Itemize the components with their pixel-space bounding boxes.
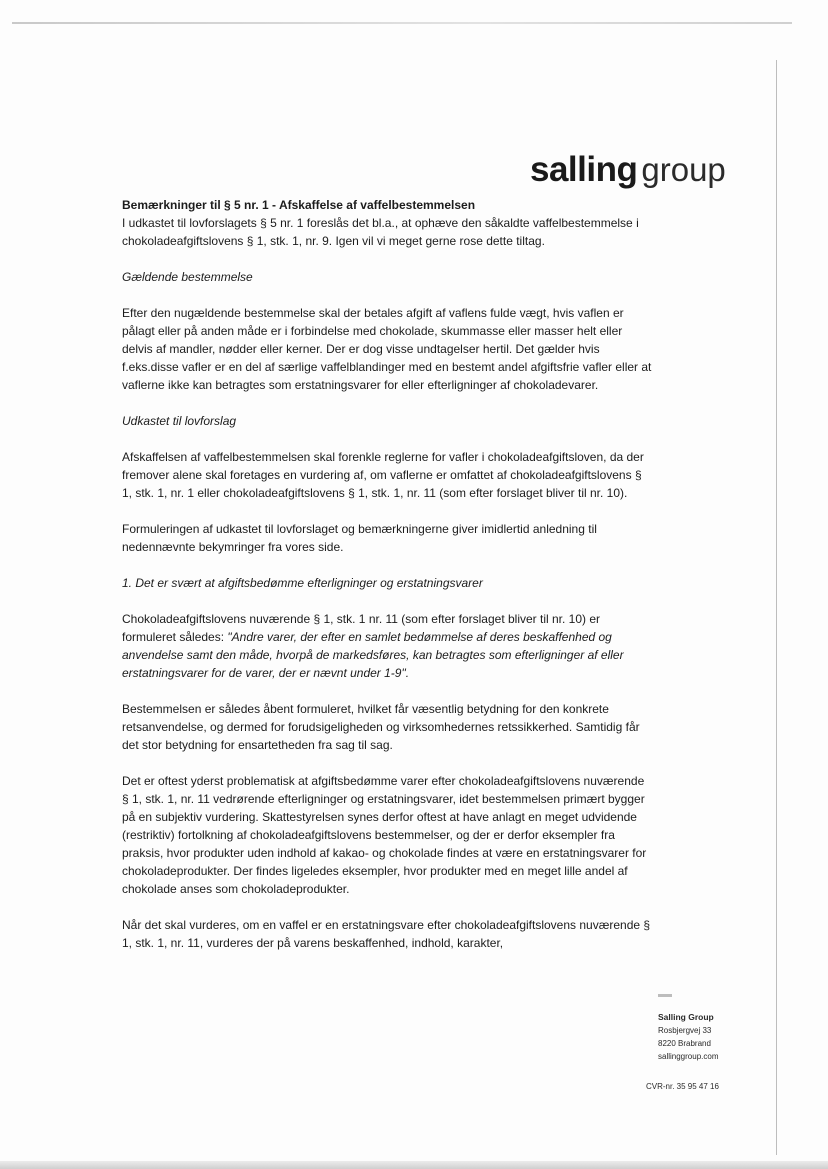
intro-paragraph: I udkastet til lovforslagets § 5 nr. 1 foreslås det bl.a., at ophæve den såkaldte vaffelbestemmelse i chokoladeafgiftslovens § 1, stk. 1, nr. 9. Igen vil vi meget gerne rose dette tiltag.	[122, 216, 639, 248]
paragraph-law-wording	[122, 610, 654, 682]
footer-website: sallinggroup.com	[658, 1052, 719, 1061]
document-body	[122, 196, 654, 952]
paragraph-concerns: Formuleringen af udkastet til lovforslaget og bemærkningerne giver imidlertid anledning til nedennævnte bekymringer fra vores side.	[122, 522, 597, 554]
paragraph-problematic-assessment: Det er oftest yderst problematisk at afgiftsbedømme varer efter chokoladeafgiftslovens nuværende § 1, stk. 1, nr. 11 vedrørende efterligninger og erstatningsvarer, idet bestemmelsen primært bygger på en subjektiv vurdering. Skattestyrelsen synes derfor oftest at have anlagt en meget udvidende (restriktiv) fortolkning af chokoladeafgiftslovens bestemmelser, og der er derfor eksempler fra praksis, hvor produkter uden indhold af kakao- og chokolade findes at være en erstatningsvarer for chokoladeprodukter. Der findes ligeledes eksempler, hvor produkter med en meget lille andel af chokolade anses som chokoladeprodukter.	[122, 774, 647, 896]
subheading-concern-1: 1. Det er svært at afgiftsbedømme efterligninger og erstatningsvarer	[122, 576, 483, 590]
footer-city: 8220 Brabrand	[658, 1039, 711, 1048]
paragraph-current-rule: Efter den nugældende bestemmelse skal der betales afgift af vaflens fulde vægt, hvis vaflen er pålagt eller på anden måde er i forbindelse med chokolade, skummasse eller masser helt eller delvis af mandler, nødder eller kerner. Der er dog visse undtagelser hertil. Det gælder hvis f.eks.disse vafler er en del af særlige vaffelblandinger med en bestemt andel afgiftsfrie vafler eller at vaflerne ikke kan betragtes som erstatningsvarer for eller efterligninger af chokoladevarer.	[122, 306, 652, 392]
subheading-current-rule: Gældende bestemmelse	[122, 270, 253, 284]
paragraph-open-wording: Bestemmelsen er således åbent formuleret, hvilket får væsentlig betydning for den konkrete retsanvendelse, og dermed for forudsigeligheden og virksomhedernes retssikkerhed. Samtidig får det stor betydning for ensartetheden fra sag til sag.	[122, 702, 640, 752]
top-rule	[12, 22, 792, 24]
section-heading: Bemærkninger til § 5 nr. 1 - Afskaffelse af vaffelbestemmelsen	[122, 198, 476, 212]
paragraph-waffle-assessment: Når det skal vurderes, om en vaffel er en erstatningsvare efter chokoladeafgiftslovens nuværende § 1, stk. 1, nr. 11, vurderes der på varens beskaffenhed, indhold, karakter,	[122, 918, 651, 950]
footer-street: Rosbjergvej 33	[658, 1026, 712, 1035]
page-bottom-edge	[0, 1161, 828, 1169]
right-margin-rule	[776, 60, 777, 1155]
footer-cvr-number: CVR-nr. 35 95 47 16	[646, 1082, 719, 1091]
logo-wordmark-bold: salling	[530, 150, 638, 189]
salling-group-logo	[530, 150, 726, 194]
company-address-block	[658, 1011, 718, 1063]
logo-wordmark-light: group	[641, 151, 726, 188]
subheading-draft-bill: Udkastet til lovforslag	[122, 414, 237, 428]
footer-divider-mark	[658, 994, 672, 997]
paragraph-draft-bill: Afskaffelsen af vaffelbestemmelsen skal forenkle reglerne for vafler i chokoladeafgiftsloven, da der fremover alene skal foretages en vurdering af, om vaflerne er omfattet af chokoladeafgiftslovens § 1, stk. 1, nr. 1 eller chokoladeafgiftslovens § 1, stk. 1, nr. 11 (som efter forslaget bliver til nr. 10).	[122, 450, 644, 500]
law-wording-quote: "Andre varer, der efter en samlet bedømmelse af deres beskaffenhed og anvendelse samt den måde, hvorpå de markedsføres, kan betragtes som efterligninger af eller erstatningsvarer for de varer, der er nævnt under 1-9".	[122, 630, 624, 680]
footer-company-name: Salling Group	[658, 1012, 714, 1022]
law-wording-lead: Chokoladeafgiftslovens nuværende § 1, stk. 1 nr. 11 (som efter forslaget bliver til nr. 10) er formuleret således:	[122, 612, 601, 644]
